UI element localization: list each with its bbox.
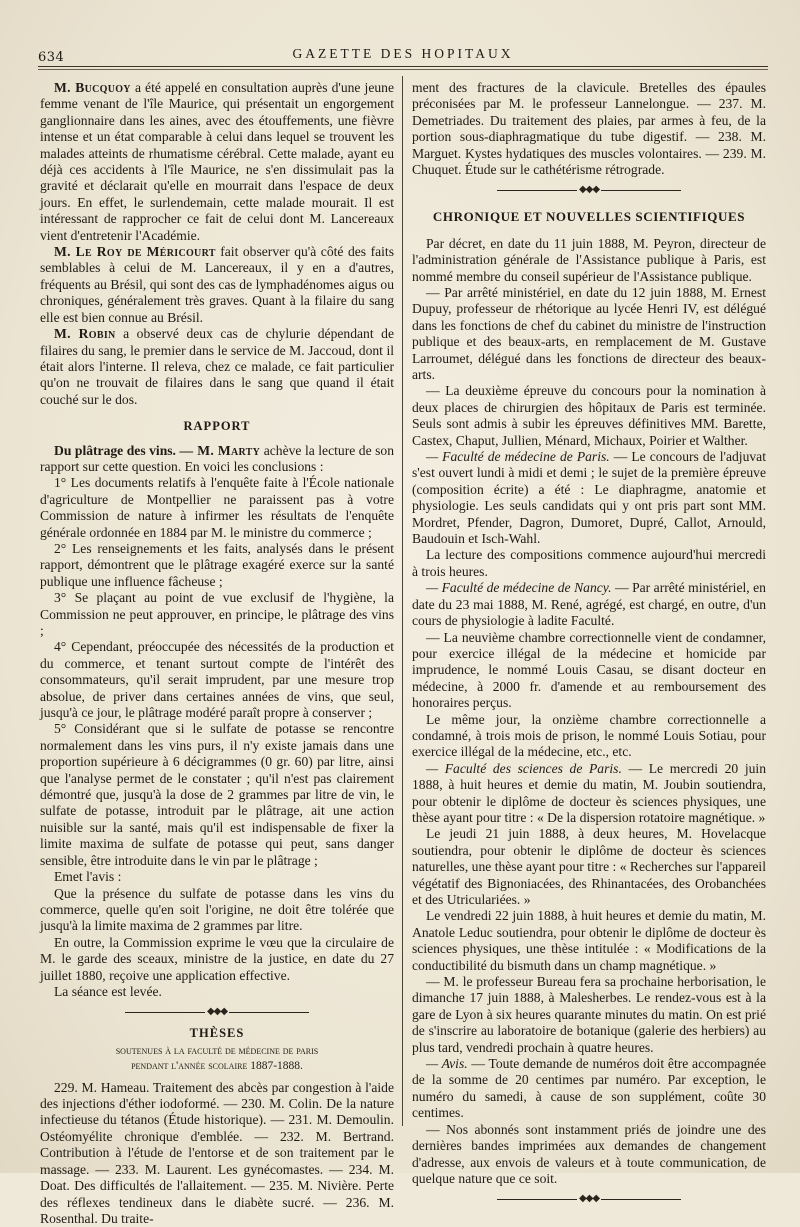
news-item — [412, 449, 766, 547]
news-item — [412, 761, 766, 827]
conclusion-3: 3° Se plaçant au point de vue exclusif de l'hygiène, la Commission ne peut approuver, en principe, le plâtrage des vins ; — [40, 590, 394, 638]
section-title-rapport: RAPPORT — [183, 419, 251, 434]
rapport-lead: Du plâtrage des vins. — [54, 442, 176, 458]
conclusion-7: En outre, la Commission exprime le vœu que la circulaire de M. le garde des sceaux, ministre de la justice, en date du 27 juillet 1880, reçoive une application effective. — [40, 934, 394, 983]
news-text: — Le mercredi 20 juin 1888, à huit heures et demie du matin, M. Joubin soutiendra, pour obtenir le diplôme de docteur ès sciences physiques, une thèse ayant pour titre : « De la dispersion rotatoire magnétique. » — [412, 760, 766, 825]
page-number: 634 — [38, 50, 65, 65]
conclusion-4: 4° Cependant, préoccupée des nécessités de la production et du commerce, et tenant surtout compte de l'intérêt des consommateurs, qu'il serait imprudent, par une mesure trop absolue, de priver dans certaines années de vins, que seul, jusqu'à ce jour, le plâtrage modéré paraît propre à conserver ; — [40, 639, 394, 721]
column-divider — [402, 76, 403, 1126]
news-item: La lecture des compositions commence aujourd'hui mercredi à trois heures. — [412, 547, 766, 579]
closing-line: La séance est levée. — [54, 983, 162, 999]
paragraph-le-roy — [40, 244, 394, 326]
paragraph-text: fait observer qu'à côté des faits semblables à celui de M. Lancereaux, il y en a d'autres, fréquents au Brésil, qui sont des cas de lymphadénomes aigus ou chroniques, généralement très graves. Quant à la filaire du sang elle est bien connue au Brésil. — [40, 244, 394, 325]
news-item: — Par arrêté ministériel, en date du 12 juin 1888, M. Ernest Dupuy, professeur de rhétorique au lycée Henri IV, est délégué dans les fonctions de chef du cabinet du ministre de l'instruction publique et des beaux-arts, en remplacement de M. Gustave Larroumet, délégué dans les fonctions de directeur des beaux-arts. — [412, 284, 766, 382]
speaker-name: M. Le Roy de Méricourt — [54, 244, 216, 260]
paragraph-rapport-intro — [40, 443, 394, 476]
paragraph-text: a été appelé en consultation auprès d'une jeune femme venant de l'île Maurice, qui présentait un engorgement ganglionnaire dans les aines, avec des étouffements, une fièvre intense et un état comparable à celui dans lequel se trouvent les malades atteints de rhumatisme cérébral. Cette malade, ayant eu déjà ces accidents à l'île Maurice, ne s'en dissimulait pas la gravité et déclarait qu'elle en mourrait dans l'espace de deux jours. En effet, le surlendemain, cette malade mourait. Il est intéressant de rapprocher ce fait de celui dont M. Lancereaux vient d'entretenir l'Académie. — [40, 80, 394, 243]
news-text: — Le concours de l'adjuvat s'est ouvert lundi à midi et demi ; le sujet de la première épreuve (composition écrite) a été : Le diaphragme, anatomie et physiologie. Les seuls candidats qui y ont pris part sont MM. Mordret, Pfender, Dagron, Dumoret, Dupré, Callot, Arnould, Baudouin et Isch-Wahl. — [412, 449, 766, 547]
news-item: Le vendredi 22 juin 1888, à huit heures et demie du matin, M. Anatole Leduc soutiendra, pour obtenir le diplôme de docteur ès sciences physiques, une thèse intitulée : « Modifications de la conductibilité du bismuth dans un champ magnétique. » — [412, 908, 766, 973]
news-lead: — Avis. — [426, 1056, 468, 1072]
news-item: — Nos abonnés sont instamment priés de joindre une des dernières bandes imprimées aux demandes de changement d'adresse, aux envois de valeurs et à toute communication, de quelque nature que ce soit. — [412, 1121, 766, 1186]
news-lead: — Faculté de médecine de Paris. — [426, 449, 610, 465]
speaker-name: M. Bucquoy — [54, 80, 131, 95]
journal-title: GAZETTE DES HOPITAUX — [292, 46, 514, 61]
avis-line: Emet l'avis : — [54, 869, 122, 885]
news-item: Le même jour, la onzième chambre correctionnelle a condamné, à trois mois de prison, le nommé Louis Sotiau, pour exercice illégal de la médecine, etc., etc. — [412, 711, 766, 760]
header-rule — [38, 66, 768, 67]
news-item — [412, 1056, 766, 1122]
news-text: — Toute demande de numéros doit être accompagnée de la somme de 20 centimes par numéro. Par exception, le numéro du samedi, à cause de son supplément, coûte 30 centimes. — [412, 1056, 766, 1121]
right-column — [412, 80, 766, 1212]
section-ornament: ◆◆◆ — [412, 182, 766, 199]
paragraph-bucquoy — [40, 80, 394, 244]
paragraph-text: achève la lecture de son rapport sur cette question. En voici les conclusions : — [40, 442, 395, 474]
news-text: — Par arrêté ministériel, en date du 23 mai 1888, M. René, agrégé, est chargé, en outre, d'un cours de physiologie à ladite Faculté. — [412, 580, 766, 629]
news-lead: — Faculté des sciences de Paris. — [426, 760, 622, 776]
news-item — [412, 580, 766, 629]
theses-continuation: ment des fractures de la clavicule. Bretelles des épaules préconisées par M. le professeur Lannelongue. — 237. M. Demetriades. Du traitement des plaies, par armes à feu, de la portion sous-diaphragmatique du tube digestif. — 238. M. Marguet. Kystes hydatiques des muscles volontaires. — 239. M. Chuquet. Étude sur le cathétérisme rétrograde. — [412, 80, 766, 178]
section-title-chronique: CHRONIQUE ET NOUVELLES SCIENTIFIQUES — [432, 209, 746, 225]
left-column — [40, 80, 394, 1227]
news-item: Le jeudi 21 juin 1888, à deux heures, M. Hovelacque soutiendra, pour obtenir le diplôme de docteur ès sciences naturelles, une thèse ayant pour titre : « Recherches sur l'appareil végétatif des Bignoniacées, des Rhinantacées, des Orobanchées et des Utriculariées. » — [412, 826, 766, 907]
theses-list: 229. M. Hameau. Traitement des abcès par congestion à l'aide des injections d'éther iodoformé. — 230. M. Colin. De la nature infectieuse du tétanos (Étude historique). — 231. M. Demoulin. Ostéomyélite chronique d'emblée. — 232. M. Bertrand. Contribution à l'étude de l'entorse et de son traitement par le massage. — 233. M. Laurent. Les gynécomastes. — 234. M. Doat. Des difficultés de l'allaitement. — 235. M. Nivière. Perte des réflexes tendineux dans le diabète sucré. — 236. M. Rosenthal. Du traite- — [40, 1079, 394, 1226]
section-ornament: ◆◆◆ — [412, 1191, 766, 1208]
header-rule-thin — [38, 69, 768, 70]
news-item: — La neuvième chambre correctionnelle vient de condamner, pour exercice illégal de la médecine et homicide par imprudence, le nommé Louis Casau, se disant docteur en médecine, à 2000 fr. d'amende et au remboursement des honoraires perçus. — [412, 629, 766, 711]
speaker-name: M. Robin — [54, 326, 116, 342]
page-header — [38, 46, 768, 66]
section-title-theses: THÈSES — [189, 1026, 245, 1041]
news-item: — M. le professeur Bureau fera sa prochaine herborisation, le dimanche 17 juin 1888, à Malesherbes. Le rendez-vous est à la gare de Lyon à six heures quarante minutes du matin. On est prié de s'inscrire au laboratoire de botanique (galerie des herbiers) au plus tard, vendredi prochain à quatre heures. — [412, 974, 766, 1055]
conclusion-6: Que la présence du sulfate de potasse dans les vins du commerce, quelle qu'en soit l'origine, ne doit être tolérée que jusqu'à la limite maxima de 2 grammes par litre. — [40, 885, 394, 934]
theses-subtitle-1: soutenues à la faculté de médecine de paris — [115, 1044, 319, 1057]
paragraph-robin — [40, 326, 394, 408]
news-item: Par décret, en date du 11 juin 1888, M. Peyron, directeur de l'administration générale de l'Assistance publique à Paris, est nommé membre du conseil supérieur de l'Assistance publique. — [412, 235, 766, 284]
section-ornament: ◆◆◆ — [40, 1004, 394, 1021]
news-item: — La deuxième épreuve du concours pour la nomination à deux places de chirurgien des hôpitaux de Paris est terminée. Seuls sont admis à subir les épreuves définitives MM. Barette, Castex, Chaput, Jullien, Ménard, Michaux, Poirier et Walther. — [412, 383, 766, 448]
conclusion-5: 5° Considérant que si le sulfate de potasse se rencontre normalement dans les vins purs, il n'y existe jamais dans une proportion supérieure à 6 décigrammes (0 gr. 60) par litre, ainsi que l'analyse permet de le constater ; qu'il n'est pas clairement démontré que, jusqu'à la dose de 2 grammes par litre de vin, le sulfate de potasse, introduit par le plâtrage, ait une action nuisible sur la santé, mais qu'il est indispensable de fixer la limite maxima de sulfate de potasse qui peut, sans danger sensible, être introduite dans le vin par le plâtrage ; — [40, 721, 394, 868]
news-lead: — Faculté de médecine de Nancy. — [426, 580, 612, 596]
conclusion-2: 2° Les renseignements et les faits, analysés dans le présent rapport, démontrent que le plâtrage exagéré exerce sur la santé publique une influence fâcheuse ; — [40, 540, 394, 589]
speaker-name: — M. Marty — [179, 442, 261, 458]
conclusion-1: 1° Les documents relatifs à l'enquête faite à l'École nationale d'agriculture de Montpellier ne paraissent pas à votre Commission de nature à infirmer les résultats de l'enquête générale ordonnée en 1884 par M. le ministre du commerce ; — [40, 475, 394, 540]
paragraph-text: a observé deux cas de chylurie dépendant de filaires du sang, le premier dans le service de M. Jaccoud, dont il était alors l'interne. Il releva, chez ce malade, ce fait particulier qu'on ne trouvait de filaires dans le sang que quand il était couché sur le dos. — [40, 326, 394, 407]
theses-subtitle-2: pendant l'année scolaire 1887-1888. — [131, 1059, 303, 1072]
